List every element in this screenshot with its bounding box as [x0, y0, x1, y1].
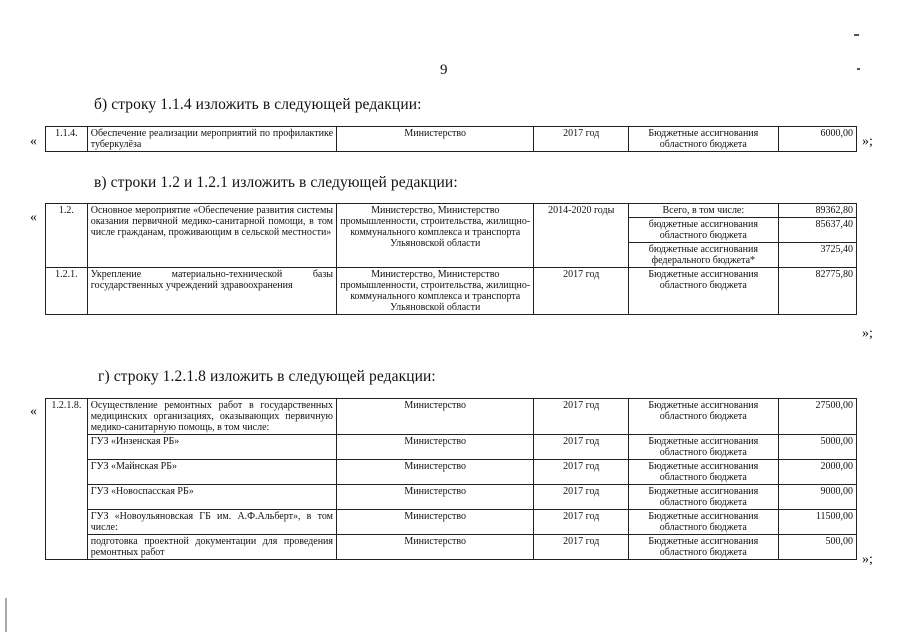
row-amount-regional: 85637,40 [778, 218, 856, 243]
row-amount: 27500,00 [778, 399, 856, 435]
row-name: Обеспечение реализации мероприятий по профилактике туберкулёза [87, 127, 336, 152]
table-rows-1-2-1-8 [45, 398, 857, 560]
row-number: 1.2. [46, 204, 88, 268]
row-amount: 500,00 [778, 535, 856, 560]
row-name: Укрепление материально-технической базы государственных учреждений здравоохранения [87, 268, 336, 315]
row-name: Осуществление ремонтных работ в государственных медицинских организациях, оказывающих первичную медико-санитарную помощь, в том числе: [87, 399, 336, 435]
row-source: Бюджетные ассигнования областного бюджета [629, 485, 779, 510]
row-source: Бюджетные ассигнования областного бюджета [629, 460, 779, 485]
heading-g: г) строку 1.2.1.8 изложить в следующей редакции: [98, 368, 436, 385]
open-quote-b: « [30, 134, 37, 149]
row-name: ГУЗ «Новоульяновская ГБ им. А.Ф.Альберт», в том числе: [87, 510, 336, 535]
table-rows-1-2 [45, 203, 857, 315]
table-row [46, 535, 857, 560]
row-amount-federal: 3725,40 [778, 243, 856, 268]
row-name: ГУЗ «Новоспасская РБ» [87, 485, 336, 510]
table-row [46, 435, 857, 460]
row-source-total: Всего, в том числе: [629, 204, 779, 218]
open-quote-v: « [30, 210, 37, 225]
row-amount: 82775,80 [778, 268, 856, 315]
row-amount: 9000,00 [778, 485, 856, 510]
row-number: 1.2.1. [46, 268, 88, 315]
table-row [46, 127, 857, 152]
row-executor: Министерство [337, 485, 534, 510]
page-number: 9 [440, 62, 448, 78]
row-amount: 2000,00 [778, 460, 856, 485]
table-row [46, 204, 857, 218]
row-name: ГУЗ «Майнская РБ» [87, 460, 336, 485]
row-number: 1.2.1.8. [46, 399, 88, 560]
scan-mark-side [857, 68, 860, 70]
row-executor: Министерство [337, 510, 534, 535]
row-executor: Министерство [337, 127, 534, 152]
row-amount: 11500,00 [778, 510, 856, 535]
heading-b: б) строку 1.1.4 изложить в следующей редакции: [94, 96, 422, 113]
row-source: Бюджетные ассигнования областного бюджета [629, 268, 779, 315]
open-quote-g: « [30, 404, 37, 419]
row-source-regional: бюджетные ассигнования областного бюджета [629, 218, 779, 243]
table-row [46, 460, 857, 485]
row-source: Бюджетные ассигнования областного бюджета [629, 127, 779, 152]
row-period: 2017 год [534, 535, 629, 560]
row-executor: Министерство, Министерство промышленности, строительства, жилищно-коммунального комплекса и транспорта Ульяновской области [337, 268, 534, 315]
row-executor: Министерство, Министерство промышленности, строительства, жилищно-коммунального комплекса и транспорта Ульяновской области [337, 204, 534, 268]
row-executor: Министерство [337, 535, 534, 560]
close-quote-b: »; [862, 134, 873, 149]
row-amount-total: 89362,80 [778, 204, 856, 218]
row-name: ГУЗ «Инзенская РБ» [87, 435, 336, 460]
row-source: Бюджетные ассигнования областного бюджета [629, 435, 779, 460]
row-period: 2017 год [534, 268, 629, 315]
row-executor: Министерство [337, 460, 534, 485]
row-executor: Министерство [337, 399, 534, 435]
row-executor: Министерство [337, 435, 534, 460]
row-period: 2017 год [534, 460, 629, 485]
row-name: подготовка проектной документации для проведения ремонтных работ [87, 535, 336, 560]
scan-edge-mark [5, 598, 7, 632]
table-row-1-1-4 [45, 126, 857, 152]
row-amount: 5000,00 [778, 435, 856, 460]
row-period: 2017 год [534, 127, 629, 152]
row-source: Бюджетные ассигнования областного бюджета [629, 535, 779, 560]
row-name: Основное мероприятие «Обеспечение развития системы оказания первичной медико-санитарной помощи, в том числе гражданам, проживающим в сельской местности» [87, 204, 336, 268]
row-period: 2017 год [534, 510, 629, 535]
table-row [46, 485, 857, 510]
row-number: 1.1.4. [46, 127, 88, 152]
row-period: 2017 год [534, 435, 629, 460]
close-quote-v: »; [862, 326, 873, 341]
row-source: Бюджетные ассигнования областного бюджета [629, 510, 779, 535]
row-period: 2017 год [534, 399, 629, 435]
table-row [46, 399, 857, 435]
row-period: 2014-2020 годы [534, 204, 629, 268]
heading-v: в) строки 1.2 и 1.2.1 изложить в следующей редакции: [94, 174, 458, 191]
row-source-federal: бюджетные ассигнования федерального бюджета* [629, 243, 779, 268]
scan-mark-top [854, 34, 859, 36]
table-row [46, 268, 857, 315]
row-source: Бюджетные ассигнования областного бюджета [629, 399, 779, 435]
row-amount: 6000,00 [778, 127, 856, 152]
row-period: 2017 год [534, 485, 629, 510]
close-quote-g: »; [862, 552, 873, 567]
table-row [46, 510, 857, 535]
